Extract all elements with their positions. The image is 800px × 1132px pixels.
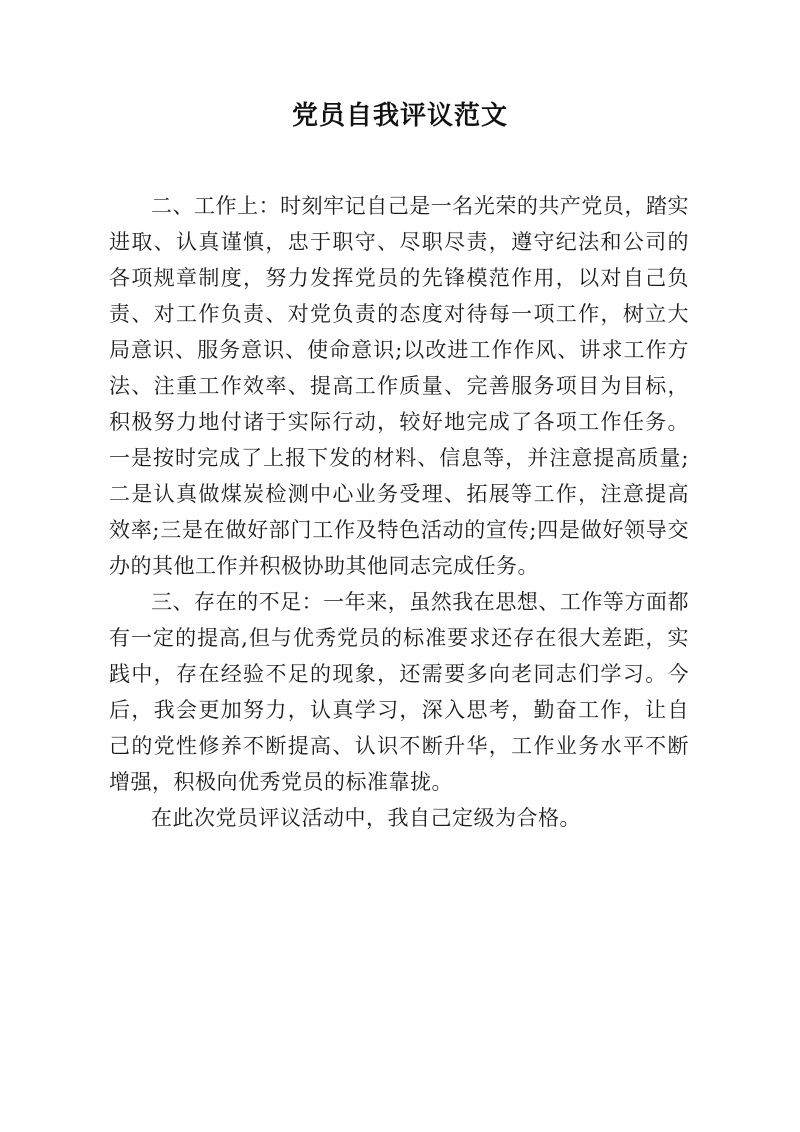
document-body <box>109 188 689 836</box>
document-title: 党员自我评议范文 <box>291 101 508 131</box>
paragraph-work: 二、工作上：时刻牢记自己是一名光荣的共产党员，踏实进取、认真谨慎，忠于职守、尽职尽责，遵守纪法和公司的各项规章制度，努力发挥党员的先锋模范作用，以对自己负责、对工作负责、对党负责的态度对待每一项工作，树立大局意识、服务意识、使命意识;以改进工作作风、讲求工作方法、注重工作效率、提高工作质量、完善服务项目为目标，积极努力地付诸于实际行动，较好地完成了各项工作任务。一是按时完成了上报下发的材料、信息等，并注意提高质量;二是认真做煤炭检测中心业务受理、拓展等工作，注意提高效率;三是在做好部门工作及特色活动的宣传;四是做好领导交办的其他工作并积极协助其他同志完成任务。 <box>109 194 689 578</box>
paragraph-conclusion: 在此次党员评议活动中，我自己定级为合格。 <box>151 806 581 830</box>
paragraph-shortcomings: 三、存在的不足：一年来，虽然我在思想、工作等方面都有一定的提高,但与优秀党员的标准要求还存在很大差距，实践中，存在经验不足的现象，还需要多向老同志们学习。今后，我会更加努力，认真学习，深入思考，勤奋工作，让自己的党性修养不断提高、认识不断升华，工作业务水平不断增强，积极向优秀党员的标准靠拢。 <box>109 590 689 794</box>
